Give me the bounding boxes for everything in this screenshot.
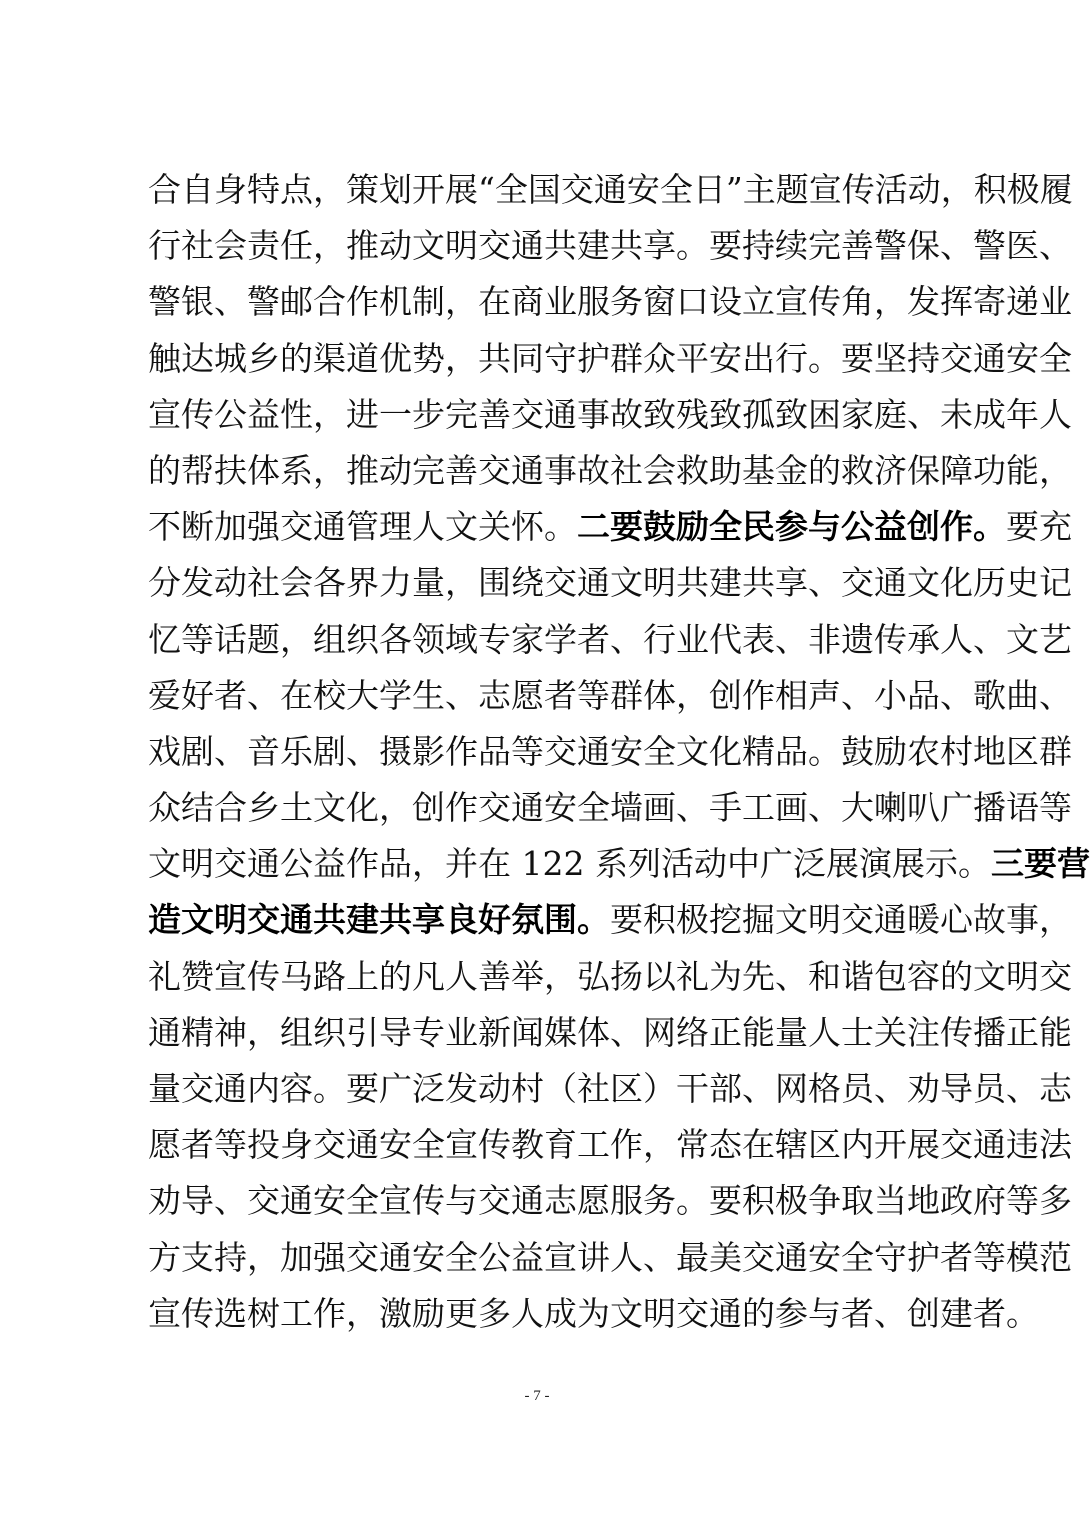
text-segment: 爱好者、在校大学生、志愿者等群体，创作相声、小品、歌曲、 xyxy=(148,675,1072,715)
text-segment: 行社会责任，推动文明交通共建共享。要持续完善警保、警医、 xyxy=(148,226,1072,266)
text-line xyxy=(148,218,1072,274)
text-segment: 通精神，组织引导专业新闻媒体、网络正能量人士关注传播正能 xyxy=(148,1012,1072,1052)
text-segment: 触达城乡的渠道优势，共同守护群众平安出行。要坚持交通安全 xyxy=(148,338,1072,378)
bold-heading-segment: 三要营 xyxy=(990,844,1090,884)
text-segment: 宣传选树工作，激励更多人成为文明交通的参与者、创建者。 xyxy=(148,1293,1039,1333)
bold-heading-segment: 造文明交通共建共享良好氛围。 xyxy=(148,900,610,940)
bold-heading-segment: 二要鼓励全民参与公益创作。 xyxy=(577,507,1006,547)
text-line xyxy=(148,555,1072,611)
text-line xyxy=(148,892,1072,948)
text-segment: 宣传公益性，进一步完善交通事故致残致孤致困家庭、未成年人 xyxy=(148,394,1072,434)
document-body xyxy=(148,162,1090,1342)
text-line xyxy=(148,387,1072,443)
text-segment: 方支持，加强交通安全公益宣讲人、最美交通安全守护者等模范 xyxy=(148,1237,1072,1277)
text-segment: 合自身特点，策划开展“全国交通安全日”主题宣传活动，积极履 xyxy=(148,170,1073,209)
text-line xyxy=(148,1286,1039,1342)
text-line xyxy=(148,668,1072,724)
text-segment: 不断加强交通管理人文关怀。 xyxy=(148,507,577,547)
text-segment: 戏剧、音乐剧、摄影作品等交通安全文化精品。鼓励农村地区群 xyxy=(148,731,1072,771)
text-line xyxy=(148,162,1073,218)
text-segment: 警银、警邮合作机制，在商业服务窗口设立宣传角，发挥寄递业 xyxy=(148,282,1072,322)
text-segment: 量交通内容。要广泛发动村（社区）干部、网格员、劝导员、志 xyxy=(148,1069,1072,1108)
text-segment: 的帮扶体系，推动完善交通事故社会救助基金的救济保障功能， xyxy=(148,450,1072,490)
text-line xyxy=(148,724,1072,780)
page-number: - 7 - xyxy=(524,1388,550,1404)
text-segment: 众结合乡土文化，创作交通安全墙画、手工画、大喇叭广播语等 xyxy=(148,788,1072,828)
text-segment: 礼赞宣传马路上的凡人善举，弘扬以礼为先、和谐包容的文明交 xyxy=(148,956,1072,996)
text-line xyxy=(148,612,1072,668)
text-line xyxy=(148,780,1072,836)
text-segment: 要充 xyxy=(1006,507,1072,547)
text-segment: 愿者等投身交通安全宣传教育工作，常态在辖区内开展交通违法 xyxy=(148,1125,1072,1165)
text-line xyxy=(148,836,1090,892)
text-line xyxy=(148,1117,1072,1173)
text-line xyxy=(148,274,1072,330)
text-line xyxy=(148,1005,1072,1061)
text-segment: 忆等话题，组织各领域专家学者、行业代表、非遗传承人、文艺 xyxy=(148,619,1072,659)
text-segment: 分发动社会各界力量，围绕交通文明共建共享、交通文化历史记 xyxy=(148,563,1072,603)
text-line xyxy=(148,443,1072,499)
text-line xyxy=(148,1173,1072,1229)
text-line xyxy=(148,331,1072,387)
text-segment: 要积极挖掘文明交通暖心故事， xyxy=(610,900,1072,940)
text-segment: 文明交通公益作品，并在 122 系列活动中广泛展演展示。 xyxy=(148,844,991,884)
text-line xyxy=(148,949,1072,1005)
text-line xyxy=(148,1061,1072,1117)
text-line xyxy=(148,499,1072,555)
text-line xyxy=(148,1230,1072,1286)
text-segment: 劝导、交通安全宣传与交通志愿服务。要积极争取当地政府等多 xyxy=(148,1181,1072,1221)
